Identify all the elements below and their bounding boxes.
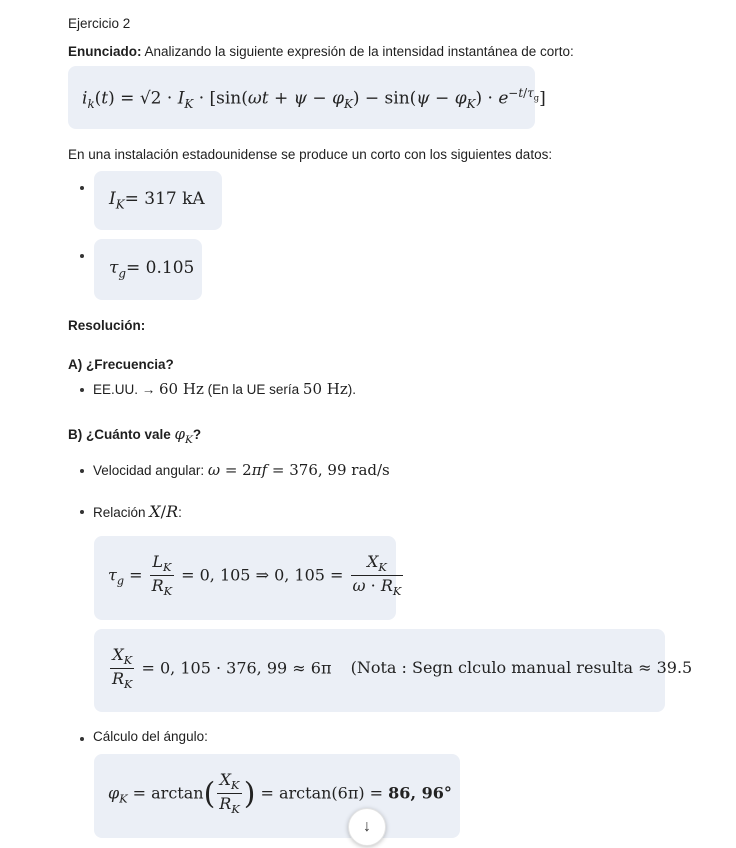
scroll-down-button[interactable] bbox=[348, 808, 386, 846]
arrow-down-icon: ↓ bbox=[363, 818, 371, 835]
angle-calculation-label: Cálculo del ángulo: bbox=[93, 729, 208, 744]
current-formula: $i_k(t) = √2 \cdot I_K \cdot [\sin(\omega t + \psi - \varphi_K) - \sin(\psi - \varphi_K) \cdot e^{-t/\tau_g}]$ bbox=[82, 86, 546, 112]
exercise-title: Ejercicio 2 bbox=[68, 16, 131, 31]
ratio-result-box bbox=[94, 629, 693, 712]
ik-value: = 317 kA bbox=[124, 189, 205, 209]
section-a-heading: A) ¿Frecuencia? bbox=[68, 357, 174, 372]
ik-value-box: $I_K= 317$ kA bbox=[94, 171, 222, 230]
resolution-heading: Resolución: bbox=[68, 318, 146, 333]
angle-formula-box bbox=[94, 754, 460, 838]
angle-result: 86, 96° bbox=[388, 783, 452, 803]
statement-label: Enunciado: bbox=[68, 44, 142, 59]
ratio-result-formula: $\frac{X_K}{R_K}$ = 0, 105 · 376, 99 ≈ 6π (Nota : Segn clculo manual resulta ≈ 39.5 bbox=[112, 645, 693, 692]
bullet-dot bbox=[80, 469, 84, 473]
bullet-dot bbox=[80, 186, 84, 190]
angle-formula: $\varphi_K = \arctan$( $\frac{X_K}{R_K}$ ) = arctan(6π) = 86, 96° bbox=[108, 770, 452, 817]
tau-relation-box bbox=[94, 536, 402, 620]
bullet-dot bbox=[80, 254, 84, 258]
bullet-dot bbox=[80, 388, 84, 392]
note-text: (Nota : Segn clculo manual resulta ≈ 39.5 bbox=[350, 658, 693, 678]
tau-relation-formula: $\tau_g$ = $\frac{L_K}{R_K}$ = 0, 105 ⇒ 0, 105 = $\frac{X_K}{\omega \cdot R_K}$ bbox=[108, 552, 402, 599]
tau-value: = 0.105 bbox=[126, 258, 195, 278]
statement-text: Analizando la siguiente expresión de la intensidad instantánea de corto: bbox=[141, 44, 574, 59]
bullet-dot bbox=[80, 510, 84, 514]
current-formula-box bbox=[68, 66, 546, 129]
relation-bullet: Relación X/R: bbox=[93, 502, 182, 521]
installation-paragraph: En una instalación estadounidense se produce un corto con los siguientes datos: bbox=[68, 147, 553, 162]
tau-value-box: $\tau_g= 0.105$ bbox=[94, 239, 202, 300]
section-b-heading: B) ¿Cuánto vale $\varphi_K$? bbox=[68, 425, 202, 446]
frequency-bullet: EE.UU. → 60 Hz (En la UE sería 50 Hz). bbox=[93, 380, 356, 398]
bullet-dot bbox=[80, 737, 84, 741]
angular-velocity-bullet: Velocidad angular: ω = 2πf = 376, 99 rad/s bbox=[93, 461, 390, 479]
statement-paragraph bbox=[68, 44, 574, 59]
